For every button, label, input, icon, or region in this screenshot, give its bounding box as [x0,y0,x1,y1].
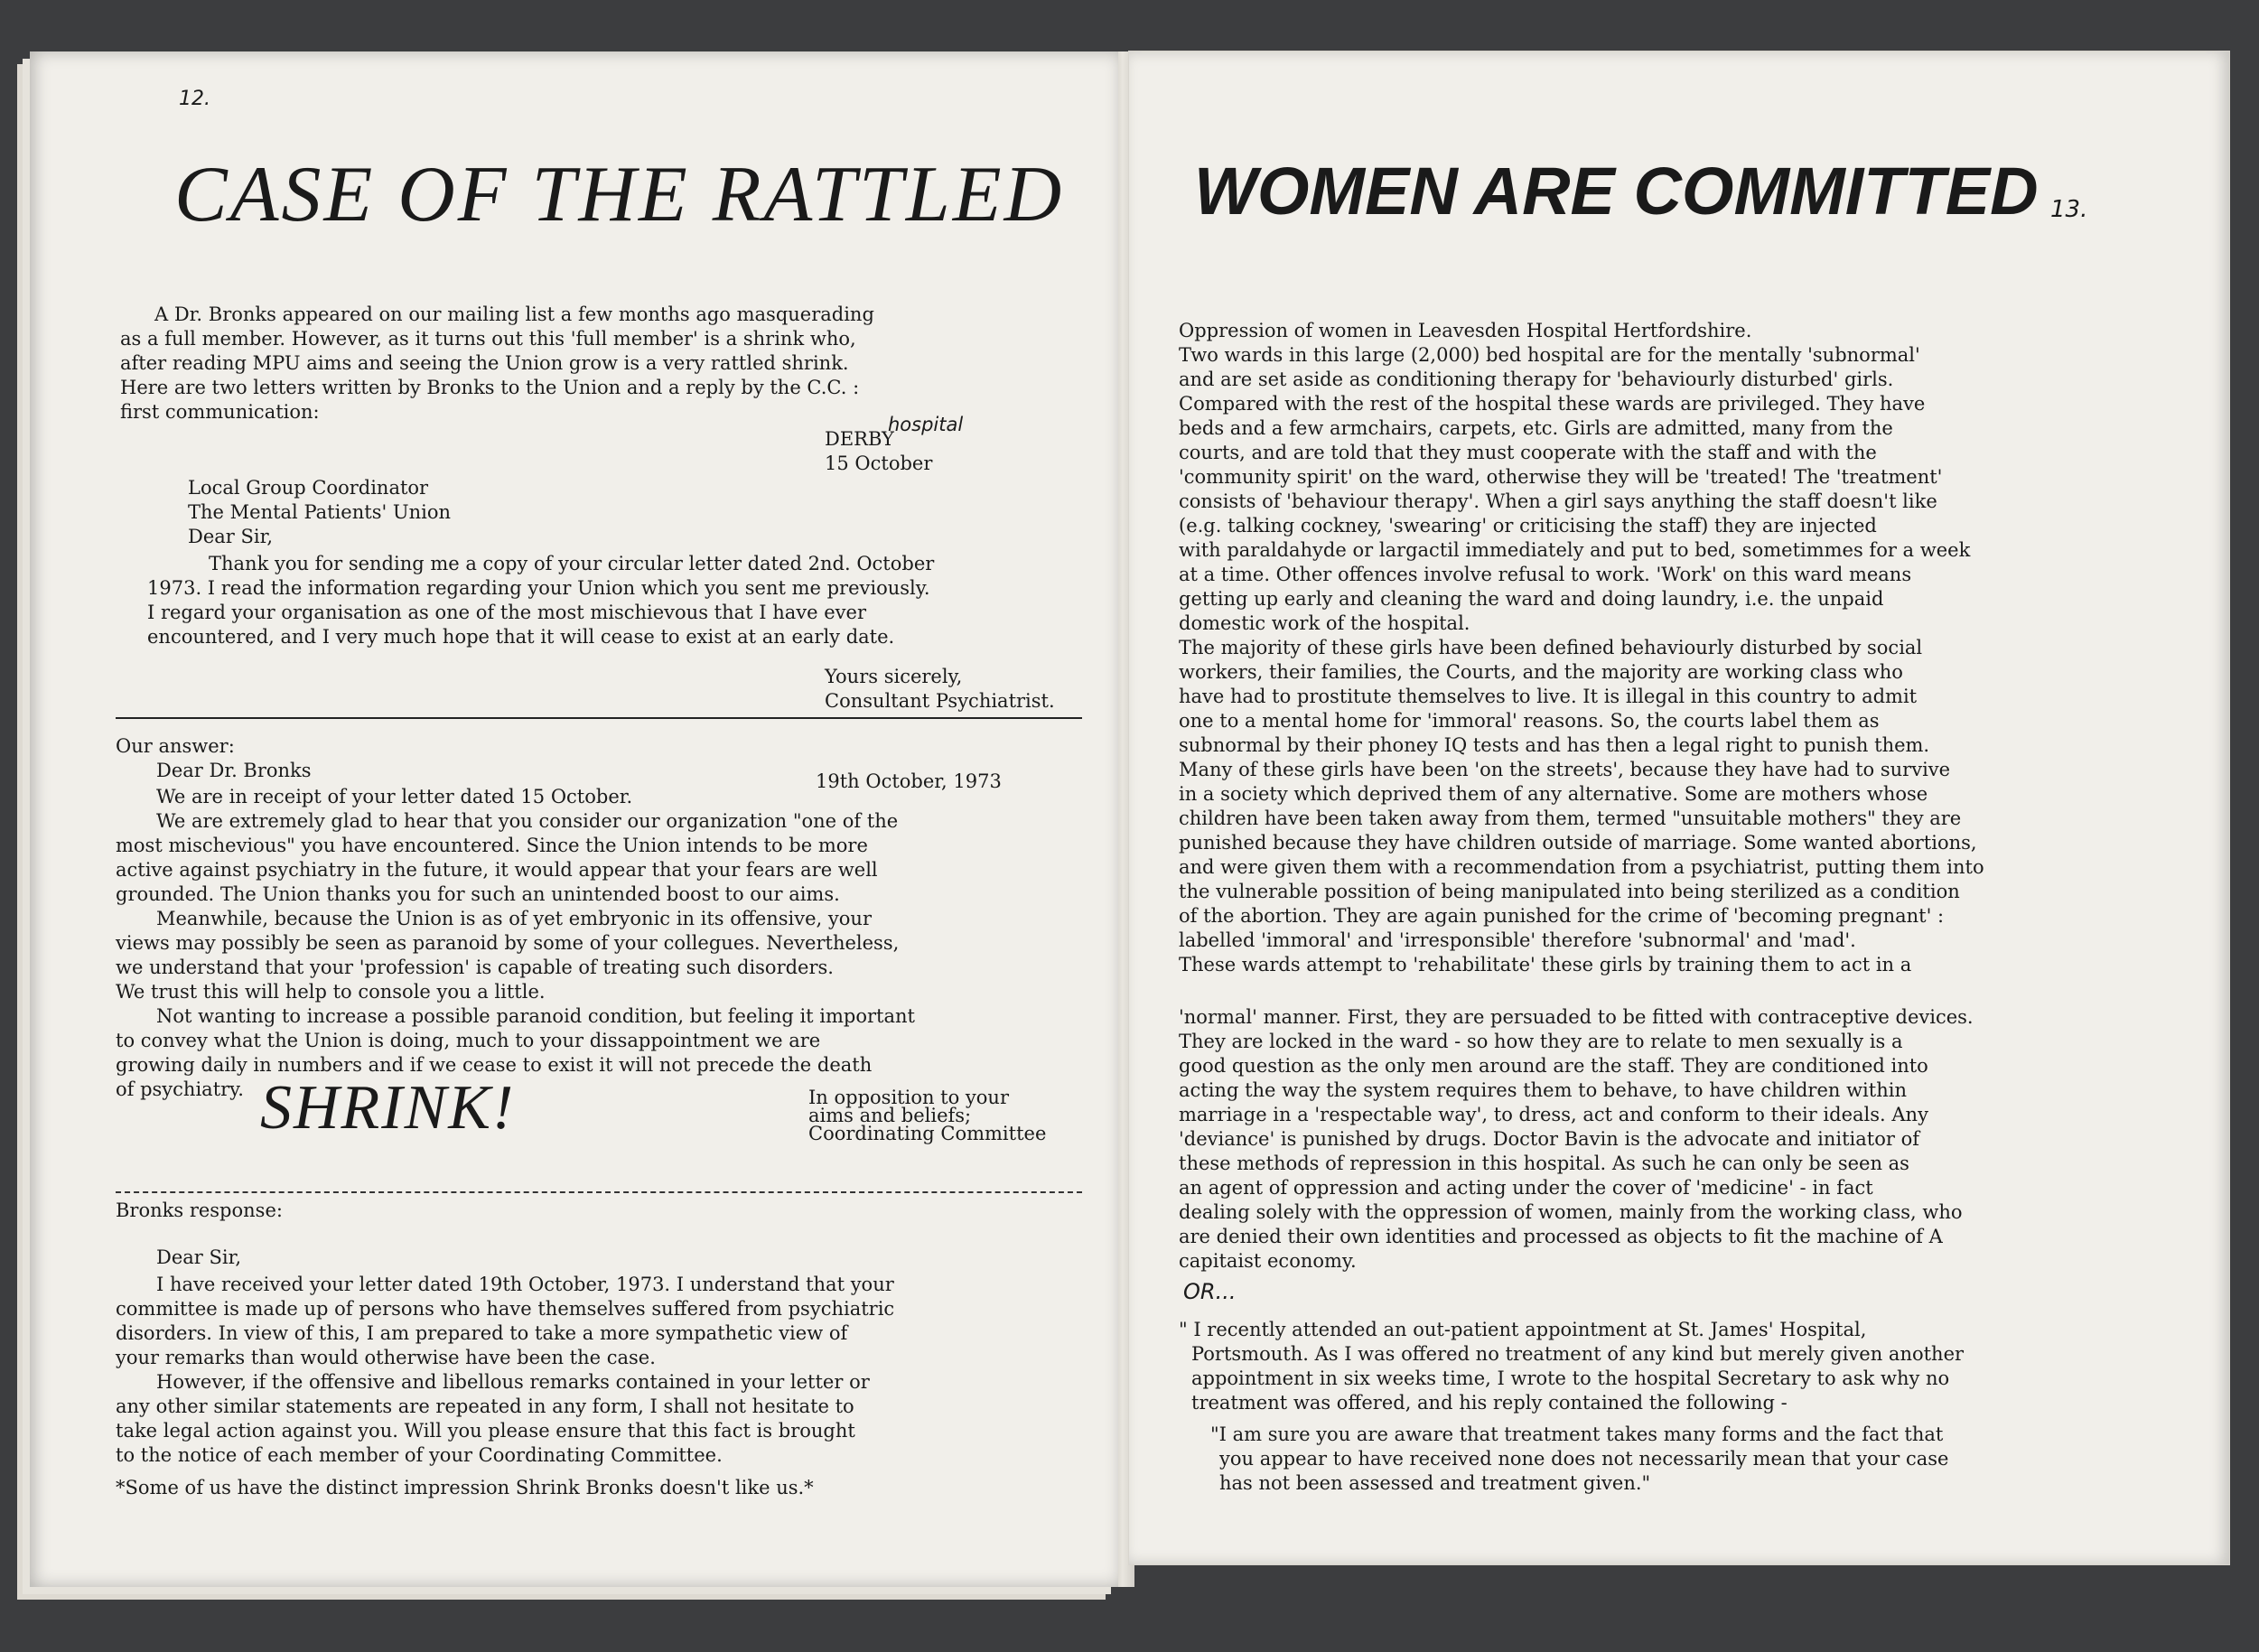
response-salutation: Dear Sir, [156,1246,242,1268]
response-heading: Bronks response: [116,1199,283,1221]
answer-date: 19th October, 1973 [816,770,1002,792]
or-note: OR... [1183,1279,1237,1304]
letter-recipient: Local Group Coordinator The Mental Patients' Union Dear Sir, [188,477,452,547]
article-body-b: 'normal' manner. First, they are persuaded to be fitted with contraceptive devices. They are locked in the ward - so how they are to relate to men sexually is a good question as the only men around are the staff. They are conditioned into acting the way the system requires them to behave, to have children within marriage in a 'respectable way', to dress, act and conform to their ideals. Any 'deviance' is punished by drugs. Doctor Bavin is the advocate and initiator of these methods of repression in this hospital. As such he can only be seen as an agent of oppression and acting under the cover of 'medicine' - in fact dealing solely with the oppression of women, mainly from the working class, who are denied their own identities and processed as objects to fit the machine of A capitaist economy. [1179,1006,1974,1272]
dashed-divider [116,1191,1082,1193]
left-page [30,51,1118,1587]
patient-quote: " I recently attended an out-patient appointment at St. James' Hospital, Portsmouth. As I was offered no treatment of any kind but merely given another appointment in six weeks time, I wrote to the hospital Secretary to ask why no treatment was offered, and his reply contained the following - [1179,1319,1965,1414]
place-handwritten: hospital [888,414,964,435]
shrink-exclamation: SHRINK! [260,1073,516,1143]
right-page [1129,51,2229,1564]
letter-body: Thank you for sending me a copy of your circular letter dated 2nd. October 1973. I read the information regarding your Union which you sent me previously. I regard your organisation as one of the most mischievous that I have ever encountered, and I very much hope that it will cease to exist at an early date. [147,553,935,648]
hospital-reply-quote: "I am sure you are aware that treatment takes many forms and the fact that you appear to have received none does not necessarily mean that your case has not been assessed and treatment given." [1210,1423,1949,1494]
answer-body: We are in receipt of your letter dated 15 October. We are extremely glad to hear that you consider our organization "one of the most mischevious" you have encountered. Since the Union intends to be more active against psychiatry in the future, it would appear that your fears are well grounded. The Union thanks you for such an unintended boost to our aims. Meanwhile, because the Union is as of yet embryonic in its offensive, your views may possibly be seen as paranoid by some of your collegues. Nevertheless, we understand that your 'profession' is capable of treating such disorders. We trust this will help to console you a little. Not wanting to increase a possible paranoid condition, but feeling it important to convey what the Union is doing, much to your dissappointment we are growing daily in numbers and if we cease to exist it will not precede the death of psychiatry. [116,786,915,1100]
page-number-right: 13. [2050,196,2088,223]
divider-rule [116,717,1082,719]
article-body-a: Oppression of women in Leavesden Hospital Hertfordshire. Two wards in this large (2,000) bed hospital are for the mentally 'subnormal' and are set aside as conditioning therapy for 'behaviourly disturbed' girls. Compared with the rest of the hospital these wards are privileged. They have beds and a few armchairs, carpets, etc. Girls are admitted, many from the courts, and are told that they must cooperate with the staff and with the 'community spirit' on the ward, otherwise they will be 'treated! The 'treatment' consists of 'behaviour therapy'. When a girl says anything the staff doesn't like (e.g. talking cockney, 'swearing' or criticising the staff) they are injected with paraldahyde or largactil immediately and put to bed, sometimmes for a week at a time. Other offences involve refusal to work. 'Work' on this ward means getting up early and cleaning the ward and doing laundry, i.e. the unpaid domestic work of the hospital. The majority of these girls have been defined behaviourly disturbed by social workers, their families, the Courts, and the majority are working class who have had to prostitute themselves to live. It is illegal in this country to admit one to a mental home for 'immoral' reasons. So, the courts label them as subnormal by their phoney IQ tests and has then a legal right to punish them. Many of these girls have been 'on the streets', because they have had to survive in a society which deprived them of any alternative. Some are mothers whose children have been taken away from them, termed "unsuitable mothers" they are punished because they have children outside of marriage. Some wanted abortions, and were given them with a recommendation from a psychiatrist, putting them into the vulnerable possition of being manipulated into being sterilized as a condition of the abortion. They are again punished for the crime of 'becoming pregnant' : labelled 'immoral' and 'irresponsible' therefore 'subnormal' and 'mad'. These wards attempt to 'rehabilitate' these girls by training them to act in a [1179,320,1984,975]
answer-salutation: Dear Dr. Bronks [156,760,312,781]
page-title-right: WOMEN ARE COMMITTED [1194,154,2039,229]
letter-place: DERBY [825,428,894,450]
letter-signature: Consultant Psychiatrist. [825,690,1055,712]
letter-closing: Yours sicerely, [825,666,963,687]
letter-date: 15 October [825,453,933,474]
page-title-left: CASE OF THE RATTLED [174,151,1065,238]
intro-paragraph: A Dr. Bronks appeared on our mailing list a few months ago masquerading as a full member. However, as it turns out this 'full member' is a shrink who, after reading MPU aims and seeing the Union grow is a very rattled shrink. Here are two letters written by Bronks to the Union and a reply by the C.C. : first communication: [120,303,874,423]
answer-heading: Our answer: [116,735,235,757]
response-body: I have received your letter dated 19th October, 1973. I understand that your committee is made up of persons who have themselves suffered from psychiatric disorders. In view of this, I am prepared to take a more sympathetic view of your remarks than would otherwise have been the case. However, if the offensive and libellous remarks contained in your letter or any other similar statements are repeated in any form, I shall not hesitate to take legal action against you. Will you please ensure that this fact is brought to the notice of each member of your Coordinating Committee. [116,1274,895,1466]
footnote: *Some of us have the distinct impression Shrink Bronks doesn't like us.* [116,1477,814,1498]
page-number-left: 12. [179,88,210,110]
answer-signoff: In opposition to your aims and beliefs; Coordinating Committee [808,1087,1047,1144]
